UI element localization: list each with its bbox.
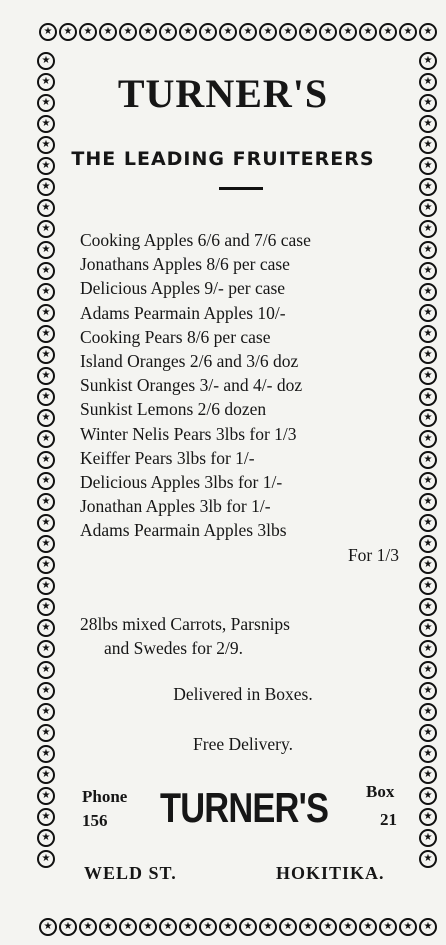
mixed-veg-line-1: 28lbs mixed Carrots, Parsnips [80, 614, 290, 634]
star-in-circle-icon: ★ [419, 115, 437, 133]
star-in-circle-icon: ★ [37, 367, 55, 385]
star-in-circle-icon: ★ [319, 918, 337, 936]
star-in-circle-icon: ★ [419, 829, 437, 847]
star-in-circle-icon: ★ [419, 23, 437, 41]
star-in-circle-icon: ★ [59, 23, 77, 41]
ornamental-border-bottom [38, 917, 442, 939]
star-in-circle-icon: ★ [37, 787, 55, 805]
box-label: Box [366, 782, 395, 801]
star-in-circle-icon: ★ [379, 23, 397, 41]
star-in-circle-icon: ★ [199, 23, 217, 41]
star-in-circle-icon: ★ [37, 640, 55, 658]
star-in-circle-icon: ★ [37, 829, 55, 847]
star-in-circle-icon: ★ [279, 23, 297, 41]
star-in-circle-icon: ★ [419, 451, 437, 469]
star-in-circle-icon: ★ [79, 23, 97, 41]
star-in-circle-icon: ★ [419, 703, 437, 721]
star-in-circle-icon: ★ [37, 157, 55, 175]
star-in-circle-icon: ★ [339, 23, 357, 41]
star-in-circle-icon: ★ [139, 918, 157, 936]
star-in-circle-icon: ★ [419, 682, 437, 700]
star-in-circle-icon: ★ [419, 598, 437, 616]
star-in-circle-icon: ★ [339, 918, 357, 936]
star-in-circle-icon: ★ [419, 94, 437, 112]
star-in-circle-icon: ★ [419, 52, 437, 70]
star-in-circle-icon: ★ [37, 556, 55, 574]
star-in-circle-icon: ★ [419, 493, 437, 511]
star-in-circle-icon: ★ [419, 850, 437, 868]
star-in-circle-icon: ★ [37, 493, 55, 511]
star-in-circle-icon: ★ [199, 918, 217, 936]
star-in-circle-icon: ★ [419, 556, 437, 574]
star-in-circle-icon: ★ [299, 23, 317, 41]
star-in-circle-icon: ★ [37, 451, 55, 469]
star-in-circle-icon: ★ [419, 388, 437, 406]
star-in-circle-icon: ★ [179, 23, 197, 41]
star-in-circle-icon: ★ [37, 430, 55, 448]
price-list-item: Delicious Apples 3lbs for 1/- [80, 472, 283, 493]
star-in-circle-icon: ★ [37, 766, 55, 784]
free-delivery: Free Delivery. [193, 734, 293, 754]
price-list [80, 228, 405, 567]
star-in-circle-icon: ★ [37, 178, 55, 196]
star-in-circle-icon: ★ [37, 220, 55, 238]
star-in-circle-icon: ★ [37, 304, 55, 322]
star-in-circle-icon: ★ [419, 262, 437, 280]
price-list-item: Keiffer Pears 3lbs for 1/- [80, 447, 255, 468]
star-in-circle-icon: ★ [37, 346, 55, 364]
price-list-item: Cooking Apples 6/6 and 7/6 case [80, 230, 311, 250]
star-in-circle-icon: ★ [419, 640, 437, 658]
star-in-circle-icon: ★ [419, 918, 437, 936]
star-in-circle-icon: ★ [419, 766, 437, 784]
star-in-circle-icon: ★ [59, 918, 77, 936]
star-in-circle-icon: ★ [37, 241, 55, 259]
star-in-circle-icon: ★ [37, 472, 55, 490]
star-in-circle-icon: ★ [37, 409, 55, 427]
advert-title: TURNER'S [117, 71, 329, 116]
star-in-circle-icon: ★ [259, 918, 277, 936]
star-in-circle-icon: ★ [299, 918, 317, 936]
star-in-circle-icon: ★ [419, 430, 437, 448]
star-in-circle-icon: ★ [37, 535, 55, 553]
star-in-circle-icon: ★ [419, 367, 437, 385]
price-list-item: Island Oranges 2/6 and 3/6 doz [80, 351, 299, 372]
star-in-circle-icon: ★ [37, 115, 55, 133]
star-in-circle-icon: ★ [37, 703, 55, 721]
star-in-circle-icon: ★ [419, 325, 437, 343]
star-in-circle-icon: ★ [379, 918, 397, 936]
star-in-circle-icon: ★ [119, 918, 137, 936]
price-list-item: Winter Nelis Pears 3lbs for 1/3 [80, 423, 297, 444]
star-in-circle-icon: ★ [37, 262, 55, 280]
star-in-circle-icon: ★ [99, 23, 117, 41]
phone-label: Phone [82, 787, 128, 806]
advert-subtitle: THE LEADING FRUITERERS [71, 148, 375, 170]
star-in-circle-icon: ★ [219, 918, 237, 936]
star-in-circle-icon: ★ [159, 918, 177, 936]
star-in-circle-icon: ★ [239, 918, 257, 936]
star-in-circle-icon: ★ [37, 808, 55, 826]
star-in-circle-icon: ★ [419, 199, 437, 217]
star-in-circle-icon: ★ [39, 918, 57, 936]
divider-rule [219, 187, 263, 190]
ornamental-border-right [418, 50, 440, 918]
price-list-item: Adams Pearmain Apples 3lbs [80, 520, 287, 541]
star-in-circle-icon: ★ [419, 661, 437, 679]
star-in-circle-icon: ★ [159, 23, 177, 41]
star-in-circle-icon: ★ [99, 918, 117, 936]
star-in-circle-icon: ★ [37, 598, 55, 616]
star-in-circle-icon: ★ [37, 514, 55, 532]
star-in-circle-icon: ★ [419, 577, 437, 595]
star-in-circle-icon: ★ [419, 514, 437, 532]
price-list-item: Sunkist Lemons 2/6 dozen [80, 399, 267, 420]
star-in-circle-icon: ★ [37, 325, 55, 343]
box-number: 21 [380, 810, 397, 829]
star-in-circle-icon: ★ [37, 850, 55, 868]
price-list-item: Adams Pearmain Apples 10/- [80, 302, 286, 323]
star-in-circle-icon: ★ [419, 409, 437, 427]
star-in-circle-icon: ★ [419, 787, 437, 805]
star-in-circle-icon: ★ [419, 724, 437, 742]
star-in-circle-icon: ★ [79, 918, 97, 936]
star-in-circle-icon: ★ [419, 136, 437, 154]
star-in-circle-icon: ★ [419, 304, 437, 322]
star-in-circle-icon: ★ [359, 23, 377, 41]
star-in-circle-icon: ★ [37, 724, 55, 742]
star-in-circle-icon: ★ [419, 241, 437, 259]
star-in-circle-icon: ★ [37, 94, 55, 112]
star-in-circle-icon: ★ [419, 178, 437, 196]
price-list-item: Jonathan Apples 3lb for 1/- [80, 496, 271, 517]
star-in-circle-icon: ★ [37, 745, 55, 763]
star-in-circle-icon: ★ [419, 157, 437, 175]
star-in-circle-icon: ★ [359, 918, 377, 936]
star-in-circle-icon: ★ [39, 23, 57, 41]
star-in-circle-icon: ★ [419, 220, 437, 238]
footer-name: TURNER'S [160, 784, 329, 831]
star-in-circle-icon: ★ [419, 619, 437, 637]
price-list-item: Jonathans Apples 8/6 per case [80, 254, 290, 275]
star-in-circle-icon: ★ [37, 619, 55, 637]
star-in-circle-icon: ★ [119, 23, 137, 41]
star-in-circle-icon: ★ [219, 23, 237, 41]
star-in-circle-icon: ★ [239, 23, 257, 41]
star-in-circle-icon: ★ [259, 23, 277, 41]
town-name: HOKITIKA. [276, 863, 385, 883]
ornamental-border-left [36, 50, 56, 918]
star-in-circle-icon: ★ [139, 23, 157, 41]
star-in-circle-icon: ★ [399, 918, 417, 936]
star-in-circle-icon: ★ [37, 577, 55, 595]
star-in-circle-icon: ★ [419, 283, 437, 301]
star-in-circle-icon: ★ [419, 73, 437, 91]
ornamental-border-top [38, 22, 442, 42]
star-in-circle-icon: ★ [37, 388, 55, 406]
street-address: WELD ST. [84, 863, 177, 883]
star-in-circle-icon: ★ [37, 199, 55, 217]
star-in-circle-icon: ★ [419, 346, 437, 364]
star-in-circle-icon: ★ [399, 23, 417, 41]
star-in-circle-icon: ★ [419, 535, 437, 553]
star-in-circle-icon: ★ [37, 682, 55, 700]
price-list-item: Sunkist Oranges 3/- and 4/- doz [80, 375, 303, 396]
mixed-veg-line-2: and Swedes for 2/9. [104, 638, 244, 658]
star-in-circle-icon: ★ [37, 52, 55, 70]
mixed-vegetables-offer [80, 612, 290, 660]
star-in-circle-icon: ★ [179, 918, 197, 936]
price-list-item: Cooking Pears 8/6 per case [80, 326, 271, 347]
price-list-item: Delicious Apples 9/- per case [80, 278, 286, 299]
star-in-circle-icon: ★ [37, 73, 55, 91]
star-in-circle-icon: ★ [279, 918, 297, 936]
price-list-item: For 1/3 [347, 544, 399, 565]
star-in-circle-icon: ★ [419, 472, 437, 490]
star-in-circle-icon: ★ [419, 808, 437, 826]
delivered-in-boxes: Delivered in Boxes. [173, 684, 313, 704]
phone-number: 156 [82, 811, 108, 830]
star-in-circle-icon: ★ [37, 283, 55, 301]
star-in-circle-icon: ★ [37, 661, 55, 679]
star-in-circle-icon: ★ [37, 136, 55, 154]
star-in-circle-icon: ★ [419, 745, 437, 763]
star-in-circle-icon: ★ [319, 23, 337, 41]
